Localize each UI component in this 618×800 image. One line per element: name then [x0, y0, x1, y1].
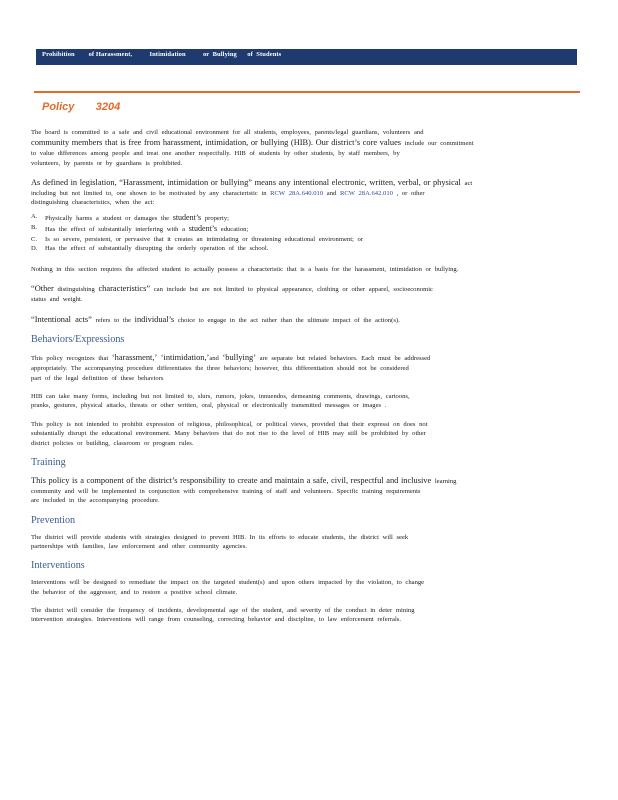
text-span: Is so severe, persistent, or pervasive that it creates an intimidating or threatening educational environment; or: [45, 235, 364, 243]
text-line: [31, 283, 579, 295]
list-item: [31, 244, 579, 254]
text-line: The district will consider the frequency of incidents, developmental age of the student, and severity of the conduct in deter mining: [31, 607, 415, 614]
banner-title: Prohibition of Harassment, Intimidation or Bullying of Students: [42, 51, 282, 58]
rcw-link-2[interactable]: RCW 28A.642.010: [339, 189, 393, 197]
text-line: to value differences among people and treat one another respectfully. HIB of students by other students, by staff members, by: [31, 150, 400, 158]
paragraph-interventions: [31, 578, 579, 597]
text-line: Interventions will be designed to remediate the impact on the targeted student(s) and upon others impacted by the violation, to change: [31, 579, 425, 587]
text-span: property;: [201, 214, 229, 222]
policy-body: [31, 128, 579, 634]
text-span: including but not limited to, one shown to be motivated by any characteristic in: [31, 189, 271, 197]
text-span: education;: [217, 226, 249, 234]
text-line: pranks, gestures, physical attacks, threats or other written, oral, physical or electronically transmitted messages or images .: [31, 402, 387, 410]
paragraph-commitment: [31, 128, 579, 168]
text-line: [31, 352, 579, 364]
text-line: the behavior of the aggressor, and to restore a positive school climate.: [31, 588, 238, 596]
heading-training: Training: [31, 456, 66, 468]
text-line: [31, 137, 579, 149]
text-line: The district will provide students with strategies designed to prevent HIB. In its efforts to educate students, the district will seek: [31, 533, 409, 541]
text-span: Has the effect of substantially disrupting the orderly operation of the school.: [45, 245, 269, 253]
text-line: intervention strategies. Interventions will range from counseling, correcting behavior and discipline, to law enforcement referrals.: [31, 616, 402, 624]
list-marker: B.: [31, 224, 38, 232]
criteria-list: [31, 212, 579, 254]
text-span: This policy is a component of the district’s responsibility to create and maintain a safe, civil, respectful and inclusive: [31, 475, 432, 485]
text-span: student’s: [188, 224, 218, 234]
list-marker: C.: [31, 235, 38, 243]
text-span: choice to engage in the act rather than the ultimate impact of the action(s).: [174, 316, 400, 324]
policy-number: Policy 3204: [42, 101, 121, 113]
text-line: This policy is not intended to prohibit expression of religious, philosophical, or political views, provided that their expressi on does not: [31, 420, 428, 428]
list-item: [31, 223, 579, 235]
text-line: [31, 189, 579, 198]
list-marker: D.: [31, 245, 38, 253]
paragraph-forms: [31, 392, 579, 411]
text-line: substantially disrupt the educational environment. Many behaviors that do not rise to the level of HIB may still be prohibited by other: [31, 430, 426, 438]
text-span: Physically harms a student or damages the: [45, 214, 173, 222]
text-span: characteristics”: [98, 284, 151, 294]
paragraph-definition: [31, 177, 579, 208]
text-span: learning: [431, 477, 457, 485]
paragraph-characteristic: Nothing in this section requires the affected student to actually possess a characteristic that is a basis for the harassment, intimidation or bullying.: [31, 265, 459, 273]
text-span: and: [209, 355, 223, 363]
text-line: community and will be implemented in conjunction with comprehensive training of staff and volunteers. Specific training requirements: [31, 487, 421, 495]
text-span: student’s: [172, 212, 202, 222]
rcw-link-1[interactable]: RCW 28A.640.010: [270, 189, 324, 197]
text-line: are included in the accompanying procedure.: [31, 497, 160, 505]
text-line: volunteers, by parents or by guardians is prohibited.: [31, 159, 183, 167]
text-span: ‘harassment,’ ‘intimidation,’: [111, 353, 210, 363]
text-line: [31, 475, 579, 487]
paragraph-intentional-acts: [31, 314, 579, 326]
paragraph-other-characteristics: [31, 283, 579, 304]
text-span: individual’s: [134, 314, 175, 324]
text-span: distinguishing: [53, 286, 99, 294]
text-line: [31, 177, 579, 189]
list-marker: A.: [31, 212, 38, 220]
paragraph-expression: [31, 420, 579, 448]
text-line: distinguishing characteristics, when the act:: [31, 199, 155, 207]
text-span: As defined in legislation, “Harassment, intimidation or bullying” means any intentional electronic, written, verbal, or physical: [31, 178, 461, 187]
text-span: and: [323, 189, 340, 197]
text-line: The board is committed to a safe and civil educational environment for all students, employees, parents/legal guardians, volunteers and: [31, 129, 424, 136]
text-span: are separate but related behaviors. Each must be addressed: [256, 355, 431, 363]
text-span: can include but are not limited to physical appearance, clothing or other apparel, socioeconomic: [150, 286, 433, 294]
text-span: Has the effect of substantially interfering with a: [45, 226, 189, 234]
list-item: [31, 235, 579, 245]
text-span: community members that is free from harassment, intimidation, or bullying (HIB). Our district’s core values: [31, 138, 402, 148]
list-item: [31, 212, 579, 224]
text-span: “Intentional acts”: [31, 314, 92, 324]
text-line: [31, 314, 579, 326]
orange-divider: [34, 91, 580, 93]
text-span: act: [460, 180, 473, 187]
heading-behaviors: Behaviors/Expressions: [31, 334, 125, 346]
heading-prevention: Prevention: [31, 514, 76, 526]
text-line: HIB can take many forms, including but not limited to, slurs, rumors, jokes, innuendos, demeaning comments, drawings, cartoons,: [31, 393, 410, 401]
title-banner: [36, 49, 577, 65]
paragraph-recognizes: [31, 352, 579, 383]
text-span: ‘bullying’: [222, 353, 256, 363]
text-span: refers to the: [91, 316, 135, 324]
text-line: partnerships with families, law enforcement and other community agencies.: [31, 542, 247, 550]
text-line: district policies or building, classroom or program rules.: [31, 439, 194, 447]
paragraph-strategies: [31, 606, 579, 625]
heading-interventions: Interventions: [31, 560, 85, 572]
text-span: “Other: [31, 284, 54, 294]
text-span: This policy recognizes that: [31, 355, 112, 363]
text-line: appropriately. The accompanying procedure differentiates the three behaviors; however, this differentiation should not be considered: [31, 365, 409, 373]
paragraph-prevention: [31, 533, 579, 552]
text-line: part of the legal definition of these behaviors: [31, 374, 164, 382]
paragraph-training: [31, 475, 579, 506]
text-span: , or other: [392, 189, 425, 197]
text-line: status and weight.: [31, 296, 83, 304]
text-span: include our commitment: [401, 140, 474, 148]
